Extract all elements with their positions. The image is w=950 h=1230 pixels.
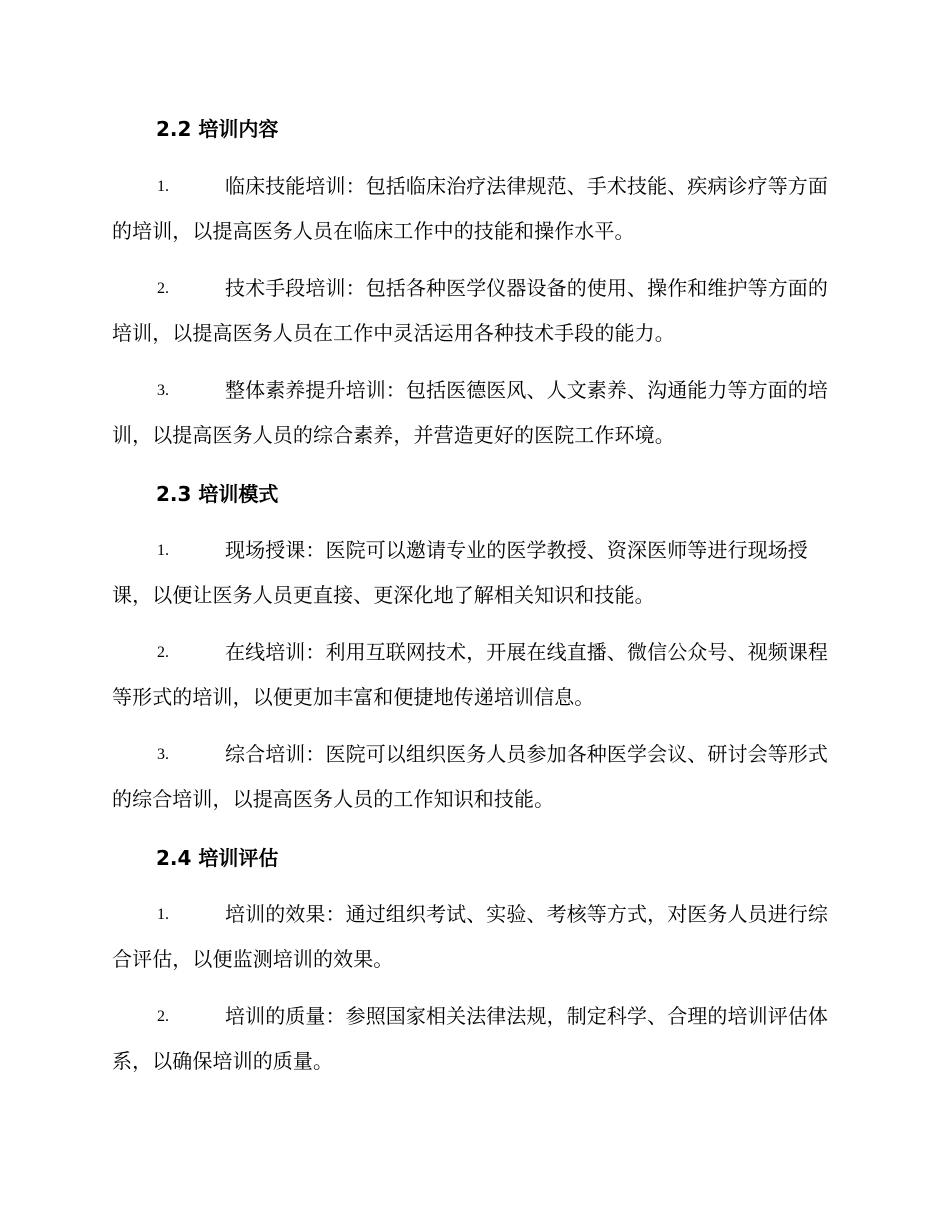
list-number: 1. [157, 178, 169, 195]
list-text: 现场授课：医院可以邀请专业的医学教授、资深医师等进行现场授课，以便让医务人员更直接、更深化地了解相关知识和技能。 [112, 538, 808, 607]
list-item [112, 892, 834, 982]
section-heading: 2.3 培训模式 [156, 482, 279, 506]
list-item [112, 732, 834, 822]
list-text: 在线培训：利用互联网技术，开展在线直播、微信公众号、视频课程等形式的培训，以便更加丰富和便捷地传递培训信息。 [112, 640, 828, 709]
section-heading: 2.4 培训评估 [156, 846, 279, 870]
list-number: 3. [157, 746, 169, 763]
list-number: 1. [157, 906, 169, 923]
list-text: 技术手段培训：包括各种医学仪器设备的使用、操作和维护等方面的培训，以提高医务人员在工作中灵活运用各种技术手段的能力。 [112, 276, 828, 345]
list-number: 3. [157, 382, 169, 399]
list-text: 综合培训：医院可以组织医务人员参加各种医学会议、研讨会等形式的综合培训，以提高医务人员的工作知识和技能。 [112, 742, 828, 811]
list-text: 培训的质量：参照国家相关法律法规，制定科学、合理的培训评估体系，以确保培训的质量。 [112, 1004, 828, 1073]
list-text: 培训的效果：通过组织考试、实验、考核等方式，对医务人员进行综合评估，以便监测培训的效果。 [112, 902, 828, 971]
list-item [112, 164, 834, 254]
list-item [112, 266, 834, 356]
list-item [112, 994, 834, 1084]
list-text: 整体素养提升培训：包括医德医风、人文素养、沟通能力等方面的培训，以提高医务人员的综合素养，并营造更好的医院工作环境。 [112, 378, 828, 447]
list-item [112, 368, 834, 458]
list-item [112, 528, 834, 618]
section-heading: 2.2 培训内容 [156, 117, 279, 141]
list-text: 临床技能培训：包括临床治疗法律规范、手术技能、疾病诊疗等方面的培训，以提高医务人员在临床工作中的技能和操作水平。 [112, 174, 828, 243]
list-number: 2. [157, 1008, 169, 1025]
list-item [112, 630, 834, 720]
list-number: 2. [157, 280, 169, 297]
list-number: 1. [157, 542, 169, 559]
list-number: 2. [157, 644, 169, 661]
